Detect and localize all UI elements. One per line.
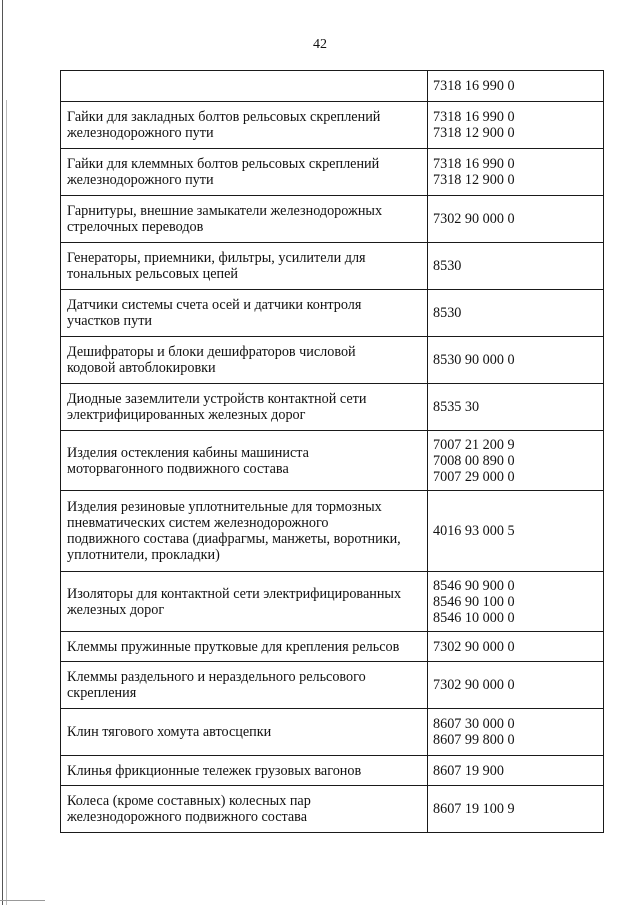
hs-code-cell: 7007 21 200 9 7008 00 890 0 7007 29 000 0 (428, 431, 604, 491)
table-row (61, 709, 604, 756)
product-name-cell: Дешифраторы и блоки дешифраторов числовой кодовой автоблокировки (61, 337, 428, 384)
table-row (61, 196, 604, 243)
hs-code-cell: 8530 (428, 290, 604, 337)
table-row (61, 632, 604, 662)
table-row (61, 290, 604, 337)
table-row (61, 384, 604, 431)
product-name-cell: Изделия остекления кабины машиниста моторвагонного подвижного состава (61, 431, 428, 491)
hs-code-cell: 8607 19 100 9 (428, 786, 604, 833)
table-row (61, 149, 604, 196)
hs-code-cell: 8530 90 000 0 (428, 337, 604, 384)
hs-code-cell: 8546 90 900 0 8546 90 100 0 8546 10 000 0 (428, 572, 604, 632)
hs-code-cell: 8607 19 900 (428, 756, 604, 786)
hs-code-cell: 8530 (428, 243, 604, 290)
hs-code-cell: 7318 16 990 0 (428, 71, 604, 102)
hs-code-cell: 7318 16 990 0 7318 12 900 0 (428, 149, 604, 196)
product-name-cell: Колеса (кроме составных) колесных пар железнодорожного подвижного состава (61, 786, 428, 833)
product-name-cell: Генераторы, приемники, фильтры, усилители для тональных рельсовых цепей (61, 243, 428, 290)
hs-code-cell: 7302 90 000 0 (428, 662, 604, 709)
product-name-cell: Клин тягового хомута автосцепки (61, 709, 428, 756)
product-name-cell: Гайки для клеммных болтов рельсовых скреплений железнодорожного пути (61, 149, 428, 196)
product-name-cell (61, 71, 428, 102)
table-row (61, 786, 604, 833)
hs-code-cell: 8535 30 (428, 384, 604, 431)
table-row (61, 71, 604, 102)
table-row (61, 102, 604, 149)
product-name-cell: Клеммы пружинные прутковые для крепления рельсов (61, 632, 428, 662)
scan-edge-line-faint (6, 100, 7, 905)
hs-code-cell: 7302 90 000 0 (428, 632, 604, 662)
product-name-cell: Диодные заземлители устройств контактной сети электрифицированных железных дорог (61, 384, 428, 431)
scan-bottom-mark (0, 900, 45, 901)
hs-code-cell: 7302 90 000 0 (428, 196, 604, 243)
hs-code-cell: 8607 30 000 0 8607 99 800 0 (428, 709, 604, 756)
table-row (61, 337, 604, 384)
product-name-cell: Клеммы раздельного и нераздельного рельсового скрепления (61, 662, 428, 709)
product-name-cell: Датчики системы счета осей и датчики контроля участков пути (61, 290, 428, 337)
table-row (61, 756, 604, 786)
table-row (61, 572, 604, 632)
table-row (61, 662, 604, 709)
product-name-cell: Изделия резиновые уплотнительные для тормозных пневматических систем железнодорожного подвижного состава (диафрагмы, манжеты, воротники, уплотнители, прокладки) (61, 491, 428, 572)
hs-code-cell: 4016 93 000 5 (428, 491, 604, 572)
product-name-cell: Гайки для закладных болтов рельсовых скреплений железнодорожного пути (61, 102, 428, 149)
table-row (61, 431, 604, 491)
hs-code-cell: 7318 16 990 0 7318 12 900 0 (428, 102, 604, 149)
page-number: 42 (313, 37, 327, 52)
table-row (61, 243, 604, 290)
product-name-cell: Изоляторы для контактной сети электрифицированных железных дорог (61, 572, 428, 632)
product-name-cell: Гарнитуры, внешние замыкатели железнодорожных стрелочных переводов (61, 196, 428, 243)
scan-edge-line (2, 0, 3, 905)
product-name-cell: Клинья фрикционные тележек грузовых вагонов (61, 756, 428, 786)
product-code-table (60, 70, 604, 833)
table-row (61, 491, 604, 572)
